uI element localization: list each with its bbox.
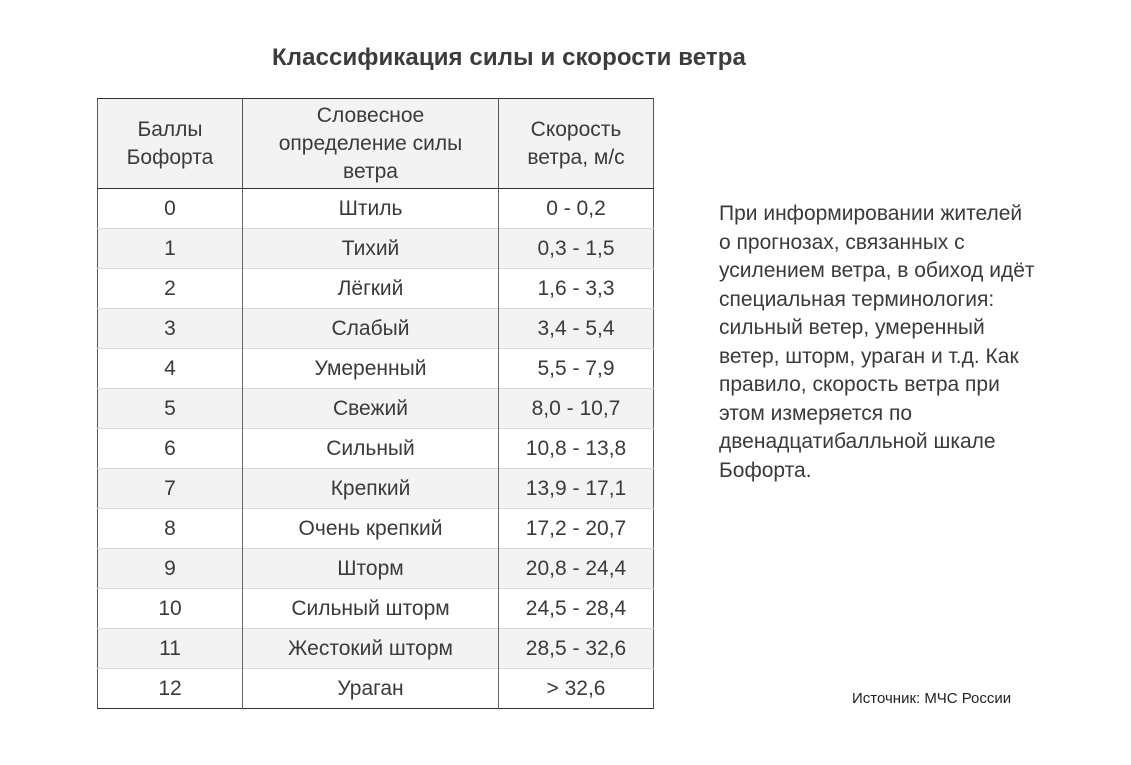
cell-beaufort: 5 (98, 389, 243, 429)
cell-description: Свежий (243, 389, 499, 429)
cell-speed: 5,5 - 7,9 (499, 349, 654, 389)
cell-description: Шторм (243, 549, 499, 589)
cell-speed: 13,9 - 17,1 (499, 469, 654, 509)
table-row (98, 629, 654, 669)
cell-speed: 28,5 - 32,6 (499, 629, 654, 669)
header-beaufort: Баллы Бофорта (98, 99, 243, 189)
source-credit: Источник: МЧС России (852, 690, 1012, 707)
table-row (98, 189, 654, 229)
table-header-row (98, 99, 654, 189)
cell-description: Тихий (243, 229, 499, 269)
cell-description: Слабый (243, 309, 499, 349)
cell-speed: 0,3 - 1,5 (499, 229, 654, 269)
info-note: При информировании жителей о прогнозах, связанных с усилением ветра, в обиход идёт специальная терминология: сильный ветер, умеренный ветер, шторм, ураган и т.д. Как правило, скорость ветра при этом измеряется по двенадцатибалльной шкале Бофорта. (719, 202, 1035, 482)
cell-description: Очень крепкий (243, 509, 499, 549)
cell-speed: 3,4 - 5,4 (499, 309, 654, 349)
table-row (98, 509, 654, 549)
cell-beaufort: 3 (98, 309, 243, 349)
cell-speed: 17,2 - 20,7 (499, 509, 654, 549)
header-speed: Скорость ветра, м/с (499, 99, 654, 189)
cell-beaufort: 8 (98, 509, 243, 549)
cell-speed: > 32,6 (499, 669, 654, 709)
cell-beaufort: 0 (164, 196, 176, 220)
header-description: Словесное определение силы ветра (243, 99, 499, 189)
cell-description: Жестокий шторм (243, 629, 499, 669)
cell-description: Ураган (243, 669, 499, 709)
cell-beaufort: 4 (98, 349, 243, 389)
cell-beaufort: 1 (98, 229, 243, 269)
cell-description: Сильный (243, 429, 499, 469)
cell-beaufort: 10 (98, 589, 243, 629)
table-row (98, 429, 654, 469)
cell-speed: 0 - 0,2 (499, 189, 654, 229)
cell-description: Умеренный (243, 349, 499, 389)
table-row (98, 309, 654, 349)
cell-speed: 20,8 - 24,4 (499, 549, 654, 589)
page-title: Классификация силы и скорости ветра (272, 44, 746, 71)
table-row (98, 669, 654, 709)
cell-speed: 1,6 - 3,3 (499, 269, 654, 309)
cell-description: Крепкий (243, 469, 499, 509)
cell-description: Лёгкий (243, 269, 499, 309)
table-row (98, 469, 654, 509)
cell-beaufort: 6 (98, 429, 243, 469)
cell-speed: 8,0 - 10,7 (499, 389, 654, 429)
cell-speed: 10,8 - 13,8 (499, 429, 654, 469)
table-row (98, 589, 654, 629)
cell-description: Штиль (243, 189, 499, 229)
table-body (98, 189, 654, 709)
cell-beaufort: 7 (98, 469, 243, 509)
cell-beaufort: 11 (98, 629, 243, 669)
cell-description: Сильный шторм (243, 589, 499, 629)
beaufort-table (97, 98, 654, 709)
table-row (98, 269, 654, 309)
cell-beaufort: 12 (98, 669, 243, 709)
cell-beaufort: 9 (98, 549, 243, 589)
table-row (98, 389, 654, 429)
cell-beaufort: 2 (98, 269, 243, 309)
table-row (98, 549, 654, 589)
table-row (98, 349, 654, 389)
cell-speed: 24,5 - 28,4 (499, 589, 654, 629)
table-row (98, 229, 654, 269)
